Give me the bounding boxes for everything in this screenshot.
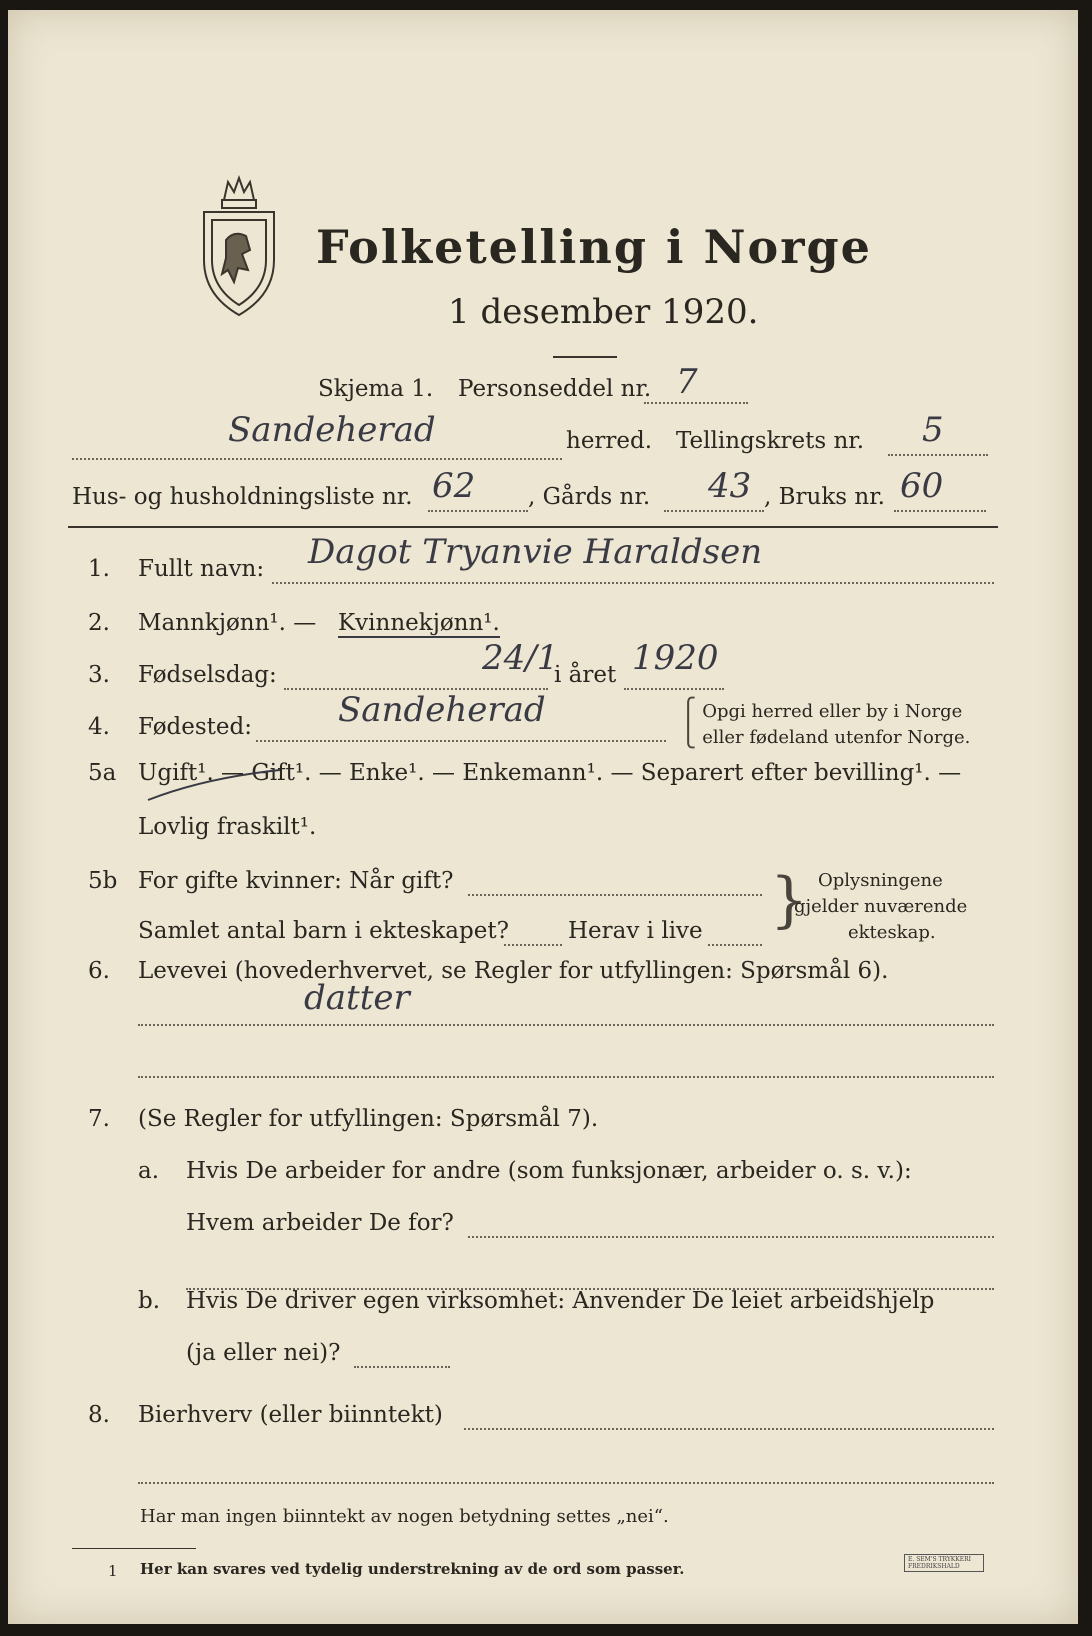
q3-year-label: i året [554,662,617,688]
tellingskrets-label: Tellingskrets nr. [676,428,865,454]
biinntekt-note: Har man ingen biinntekt av nogen betydning settes „nei“. [140,1506,669,1527]
q6-label: Levevei (hovederhvervet, se Regler for utfyllingen: Spørsmål 6). [138,958,889,984]
tellingskrets-value: 5 [922,410,944,450]
q5b-label2: Samlet antal barn i ekteskapet? [138,918,509,944]
q4-label: Fødested: [138,714,253,740]
strike-through-mark [144,760,284,804]
q2-female-underlined: Kvinnekjønn¹. [338,610,500,636]
q5b-brace: } [770,865,809,935]
q7b-label2: (ja eller nei)? [186,1340,341,1366]
q7-label: (Se Regler for utfyllingen: Spørsmål 7). [138,1106,599,1132]
bruks-value: 60 [900,466,944,506]
q3-birthday: 24/1 [482,638,559,678]
q5b-label: For gifte kvinner: Når gift? [138,868,454,894]
census-form [8,10,1078,1624]
q1-full-name: Dagot Tryanvie Haraldsen [308,532,763,572]
q1-number: 1. [88,556,110,582]
gards-value: 43 [708,466,752,506]
q3-number: 3. [88,662,110,688]
q5b-note-3: ekteskap. [848,922,936,943]
q8-label: Bierhverv (eller biinntekt) [138,1402,443,1428]
herred-value: Sandeherad [228,410,436,450]
footnote-mark: 1 [108,1562,118,1580]
q6-occupation: datter [304,978,410,1018]
personseddel-value: 7 [676,362,698,402]
census-date: 1 desember 1920. [448,292,759,332]
q7a-label2: Hvem arbeider De for? [186,1210,454,1236]
q5a-marital-options-2: Lovlig fraskilt¹. [138,814,317,840]
q5b-note-2: gjelder nuværende [794,896,968,917]
q8-number: 8. [88,1402,110,1428]
q4-birthplace: Sandeherad [338,690,546,730]
q6-number: 6. [88,958,110,984]
q7b-label: Hvis De driver egen virksomhet: Anvender De leiet arbeidshjelp [186,1288,935,1314]
q3-year: 1920 [632,638,719,678]
q5b-number: 5b [88,868,118,894]
herred-label: herred. [566,428,653,454]
husliste-value: 62 [432,466,476,506]
q2-number: 2. [88,610,110,636]
bruks-label: , Bruks nr. [764,484,885,510]
q7a-letter: a. [138,1158,160,1184]
q7b-letter: b. [138,1288,161,1314]
q1-label: Fullt navn: [138,556,265,582]
q4-number: 4. [88,714,110,740]
gards-label: , Gårds nr. [528,484,651,510]
footnote-text: Her kan svares ved tydelig understrekning av de ord som passer. [140,1560,685,1578]
q2-male: Mannkjønn¹. — [138,610,317,636]
form-title: Folketelling i Norge [316,220,872,274]
q7a-label: Hvis De arbeider for andre (som funksjonær, arbeider o. s. v.): [186,1158,912,1184]
q5b-note-1: Oplysningene [818,870,943,891]
schema-label: Skjema 1. [318,376,434,402]
printer-stamp: E. SEM'S TRYKKERI FREDRIKSHALD [904,1554,984,1572]
husliste-label: Hus- og husholdningsliste nr. [72,484,413,510]
q5b-label3: Herav i live [568,918,703,944]
q5a-number: 5a [88,760,117,786]
q4-note-line2: ⎩ eller fødeland utenfor Norge. [680,724,971,749]
q3-label: Fødselsdag: [138,662,277,688]
q5a-marital-options: Ugift¹. — Gift¹. — Enke¹. — Enkemann¹. — Separert efter bevilling¹. — [138,760,962,786]
q7-number: 7. [88,1106,110,1132]
norwegian-coat-of-arms-icon [194,170,284,320]
q4-note-line1: ⎧ Opgi herred eller by i Norge [680,698,963,723]
personseddel-label: Personseddel nr. [458,376,652,402]
